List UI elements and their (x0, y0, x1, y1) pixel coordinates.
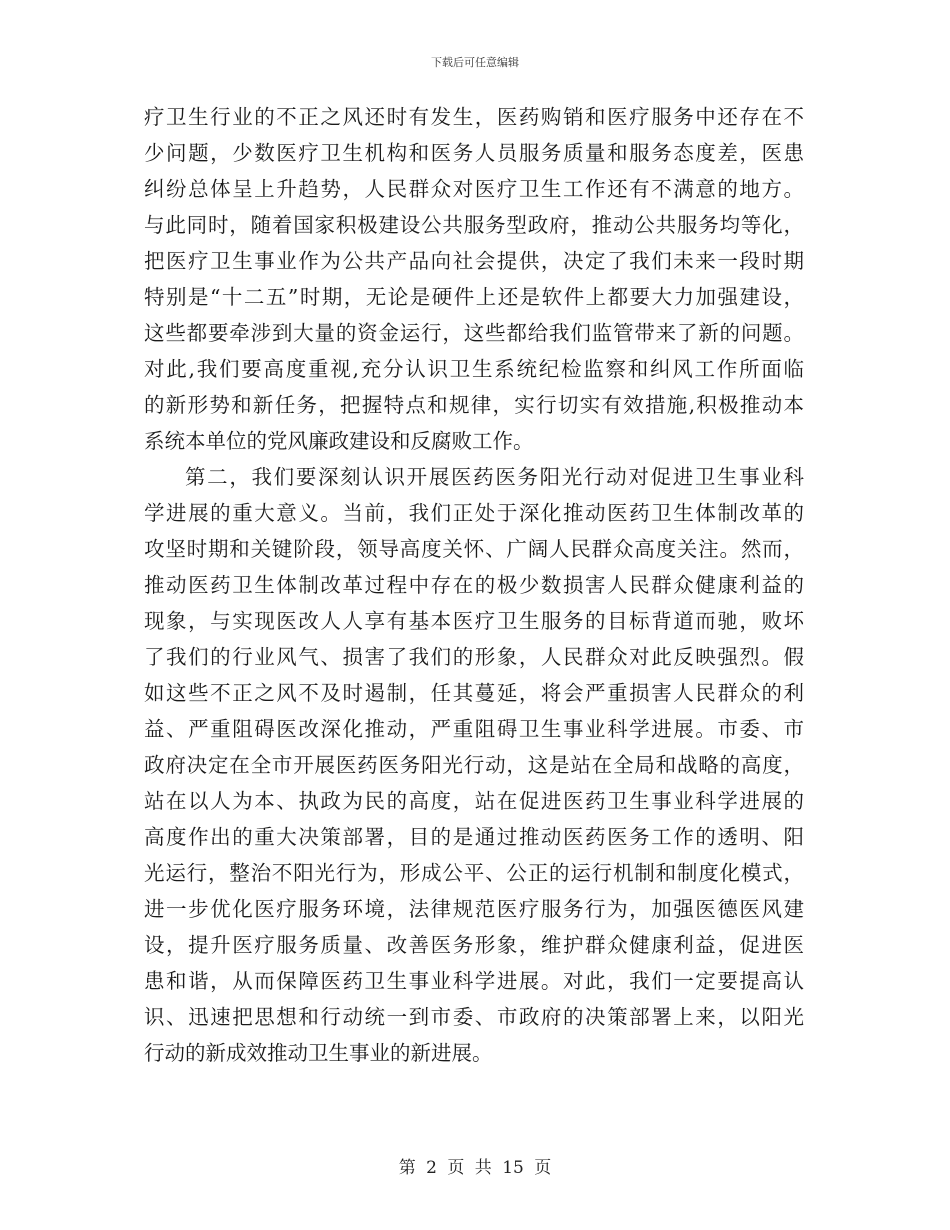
document-body (144, 99, 804, 1071)
text-line: 与此同时，随着国家积极建设公共服务型政府，推动公共服务均等化， (144, 213, 804, 237)
text-line: 高度作出的重大决策部署，目的是通过推动医药医务工作的透明、阳 (144, 825, 804, 849)
page-number: 第 2 页 共 15 页 (398, 1158, 552, 1178)
text-line: 光运行，整治不阳光行为，形成公平、公正的运行机制和制度化模式， (144, 861, 804, 885)
text-line: 患和谐，从而保障医药卫生事业科学进展。对此，我们一定要提高认 (144, 969, 804, 993)
text-line: 第二，我们要深刻认识开展医药医务阳光行动对促进卫生事业科 (185, 465, 804, 489)
text-line: 了我们的行业风气、损害了我们的形象，人民群众对此反映强烈。假 (144, 645, 804, 669)
text-line: 如这些不正之风不及时遏制，任其蔓延，将会严重损害人民群众的利 (144, 681, 804, 705)
text-line: 纠纷总体呈上升趋势，人民群众对医疗卫生工作还有不满意的地方。 (144, 177, 804, 201)
page-header: 下载后可任意编辑 (431, 56, 519, 69)
text-line: 系统本单位的党风廉政建设和反腐败工作。 (144, 429, 534, 453)
text-line: 设，提升医疗服务质量、改善医务形象，维护群众健康利益，促进医 (144, 933, 804, 957)
paragraph-1 (144, 99, 804, 459)
text-line: 推动医药卫生体制改革过程中存在的极少数损害人民群众健康利益的 (144, 573, 804, 597)
text-line: 对此,我们要高度重视,充分认识卫生系统纪检监察和纠风工作所面临 (144, 357, 804, 381)
text-line: 站在以人为本、执政为民的高度，站在促进医药卫生事业科学进展的 (144, 789, 804, 813)
text-line: 进一步优化医疗服务环境，法律规范医疗服务行为，加强医德医风建 (144, 897, 804, 921)
text-line: 政府决定在全市开展医药医务阳光行动，这是站在全局和战略的高度， (144, 753, 804, 777)
text-line: 少问题，少数医疗卫生机构和医务人员服务质量和服务态度差，医患 (144, 141, 804, 165)
text-line: 现象，与实现医改人人享有基本医疗卫生服务的目标背道而驰，败坏 (144, 609, 804, 633)
text-line: 行动的新成效推动卫生事业的新进展。 (144, 1041, 493, 1065)
text-line: 特别是“十二五”时期，无论是硬件上还是软件上都要大力加强建设， (144, 285, 804, 309)
text-line: 学进展的重大意义。当前，我们正处于深化推动医药卫生体制改革的 (144, 501, 804, 525)
text-line: 把医疗卫生事业作为公共产品向社会提供，决定了我们未来一段时期 (144, 249, 804, 273)
paragraph-2 (144, 459, 804, 1071)
text-line: 益、严重阻碍医改深化推动，严重阻碍卫生事业科学进展。市委、市 (144, 717, 804, 741)
text-line: 这些都要牵涉到大量的资金运行，这些都给我们监管带来了新的问题。 (144, 321, 804, 345)
text-line: 攻坚时期和关键阶段，领导高度关怀、广阔人民群众高度关注。然而， (144, 537, 804, 561)
text-line: 疗卫生行业的不正之风还时有发生，医药购销和医疗服务中还存在不 (144, 105, 804, 129)
text-line: 的新形势和新任务，把握特点和规律，实行切实有效措施,积极推动本 (144, 393, 804, 417)
text-line: 识、迅速把思想和行动统一到市委、市政府的决策部署上来，以阳光 (144, 1005, 804, 1029)
